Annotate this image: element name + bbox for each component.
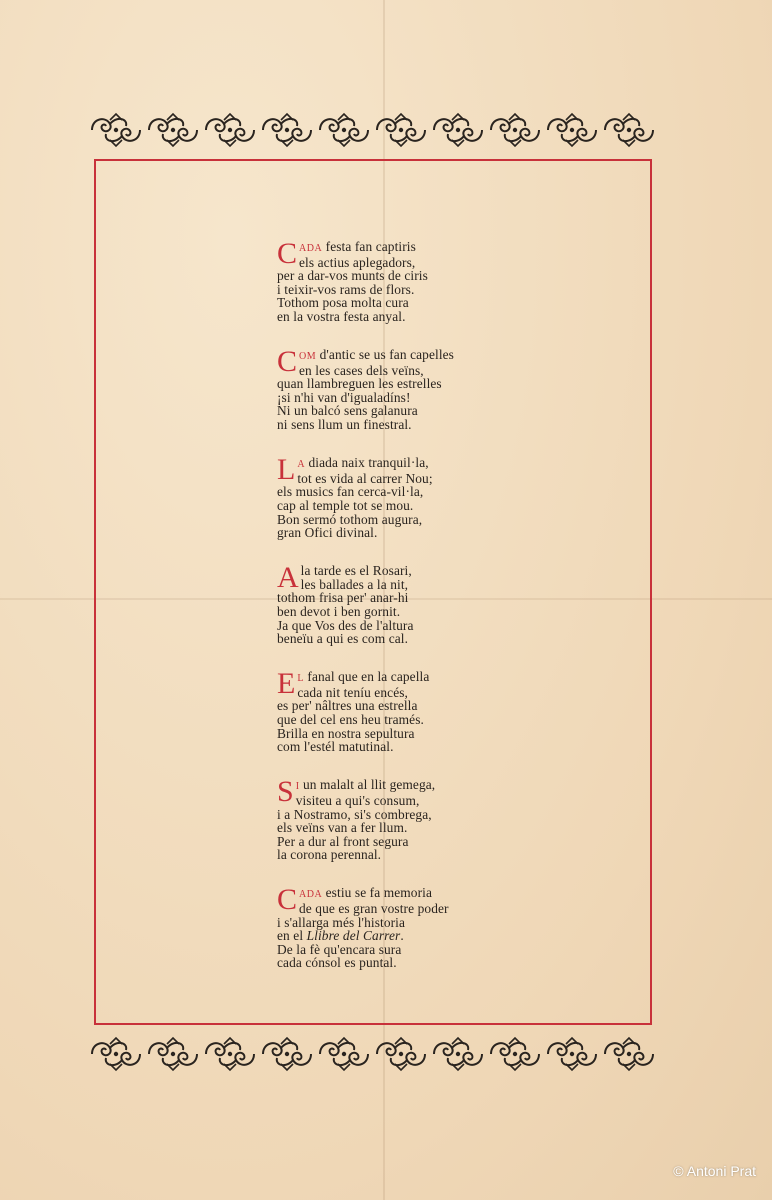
poem-line: ¡si n'hi van d'igualadíns! — [277, 389, 411, 405]
drop-cap: C — [277, 883, 298, 917]
poem-line: ben devot i ben gornit. — [277, 603, 401, 619]
smallcaps-word: A — [297, 459, 306, 471]
drop-cap: E — [277, 667, 296, 701]
poem-line: i s'allarga més l'historia — [277, 914, 406, 930]
drop-cap: C — [277, 237, 298, 270]
poem-line: de que es gran vostre poder — [299, 900, 449, 916]
poem-line: en el — [277, 928, 307, 944]
poem-line: en la vostra festa anyal. — [277, 308, 406, 324]
poem-line: els musics fan cerca-vil·la, — [277, 484, 424, 500]
smallcaps-word: L — [297, 673, 304, 685]
poem-line: fanal que en la capella — [307, 669, 430, 685]
book-title: Llibre del Carrer — [306, 928, 401, 944]
poem-line: Ni un balcó sens galanura — [277, 403, 418, 419]
poem-line: cada nit teníu encés, — [297, 684, 408, 700]
smallcaps-word: OM — [299, 351, 317, 363]
poem-line: en les cases dels veïns, — [299, 362, 424, 378]
poem-line: i a Nostramo, si's combrega, — [277, 806, 432, 822]
poem-line: diada naix tranquil·la, — [308, 455, 429, 471]
poem-line: cada cónsol es puntal. — [277, 955, 397, 971]
poem-line: Tothom posa molta cura — [277, 295, 409, 311]
drop-cap: L — [277, 453, 296, 487]
stanza-4 — [277, 561, 507, 647]
stanza-5 — [277, 667, 507, 755]
poem-line: els veïns van a fer llum. — [277, 820, 408, 836]
poem-line: d'antic se us fan capelles — [319, 347, 454, 363]
poem-line: Bon sermó tothom augura, — [277, 511, 423, 527]
poem-line: estiu se fa memoria — [325, 885, 433, 901]
poem-line: la corona perennal. — [277, 847, 382, 863]
drop-cap: C — [277, 345, 298, 379]
poem-line: Brilla en nostra sepultura — [277, 725, 415, 741]
poem-line: quan llambreguen les estrelles — [277, 376, 442, 392]
poem-line: que del cel ens heu tramés. — [277, 712, 424, 728]
poem-line: cap al temple tot se mou. — [277, 497, 414, 513]
poem-line: com l'estél matutinal. — [277, 739, 394, 755]
stanza-7 — [277, 883, 507, 971]
poem-line: la tarde es el Rosari, — [300, 563, 412, 579]
poem-line: tot es vida al carrer Nou; — [297, 470, 433, 486]
drop-cap: A — [277, 561, 299, 595]
ornament-scroll-icon — [88, 112, 662, 148]
stanza-1 — [277, 237, 507, 324]
poem-line: De la fè qu'encara sura — [277, 941, 402, 957]
poem-line: les ballades a la nit, — [300, 576, 409, 592]
stanza-3 — [277, 453, 507, 541]
poem-line: festa fan captiris — [325, 239, 416, 254]
copyright-credit: © Antoni Prat — [673, 1163, 756, 1179]
poem-line: un malalt al llit gemega, — [302, 777, 436, 793]
poem — [277, 237, 507, 994]
smallcaps-word: ADA — [299, 243, 323, 254]
poem-line: visiteu a qui's consum, — [295, 792, 420, 808]
drop-cap: S — [277, 775, 294, 809]
poem-line: i teixir-vos rams de flors. — [277, 281, 415, 297]
poem-line: Ja que Vos des de l'altura — [277, 617, 414, 633]
poem-line: beneïu a qui es com cal. — [277, 631, 409, 647]
smallcaps-word: I — [295, 781, 300, 793]
stanza-2 — [277, 345, 507, 433]
poem-line: ni sens llum un finestral. — [277, 417, 412, 433]
poem-line: tothom frisa per' anar-hi — [277, 590, 409, 606]
stanza-6 — [277, 775, 507, 863]
poem-line: per a dar-vos munts de ciris — [277, 268, 428, 284]
poem-line: gran Ofici divinal. — [277, 525, 378, 541]
poem-line: es per' nâltres una estrella — [277, 698, 418, 714]
punctuation: . — [400, 928, 404, 944]
poem-line: els actius aplegadors, — [299, 254, 416, 270]
poem-line: Per a dur al front segura — [277, 833, 409, 849]
smallcaps-word: ADA — [299, 889, 323, 901]
ornament-scroll-icon — [88, 1036, 662, 1072]
